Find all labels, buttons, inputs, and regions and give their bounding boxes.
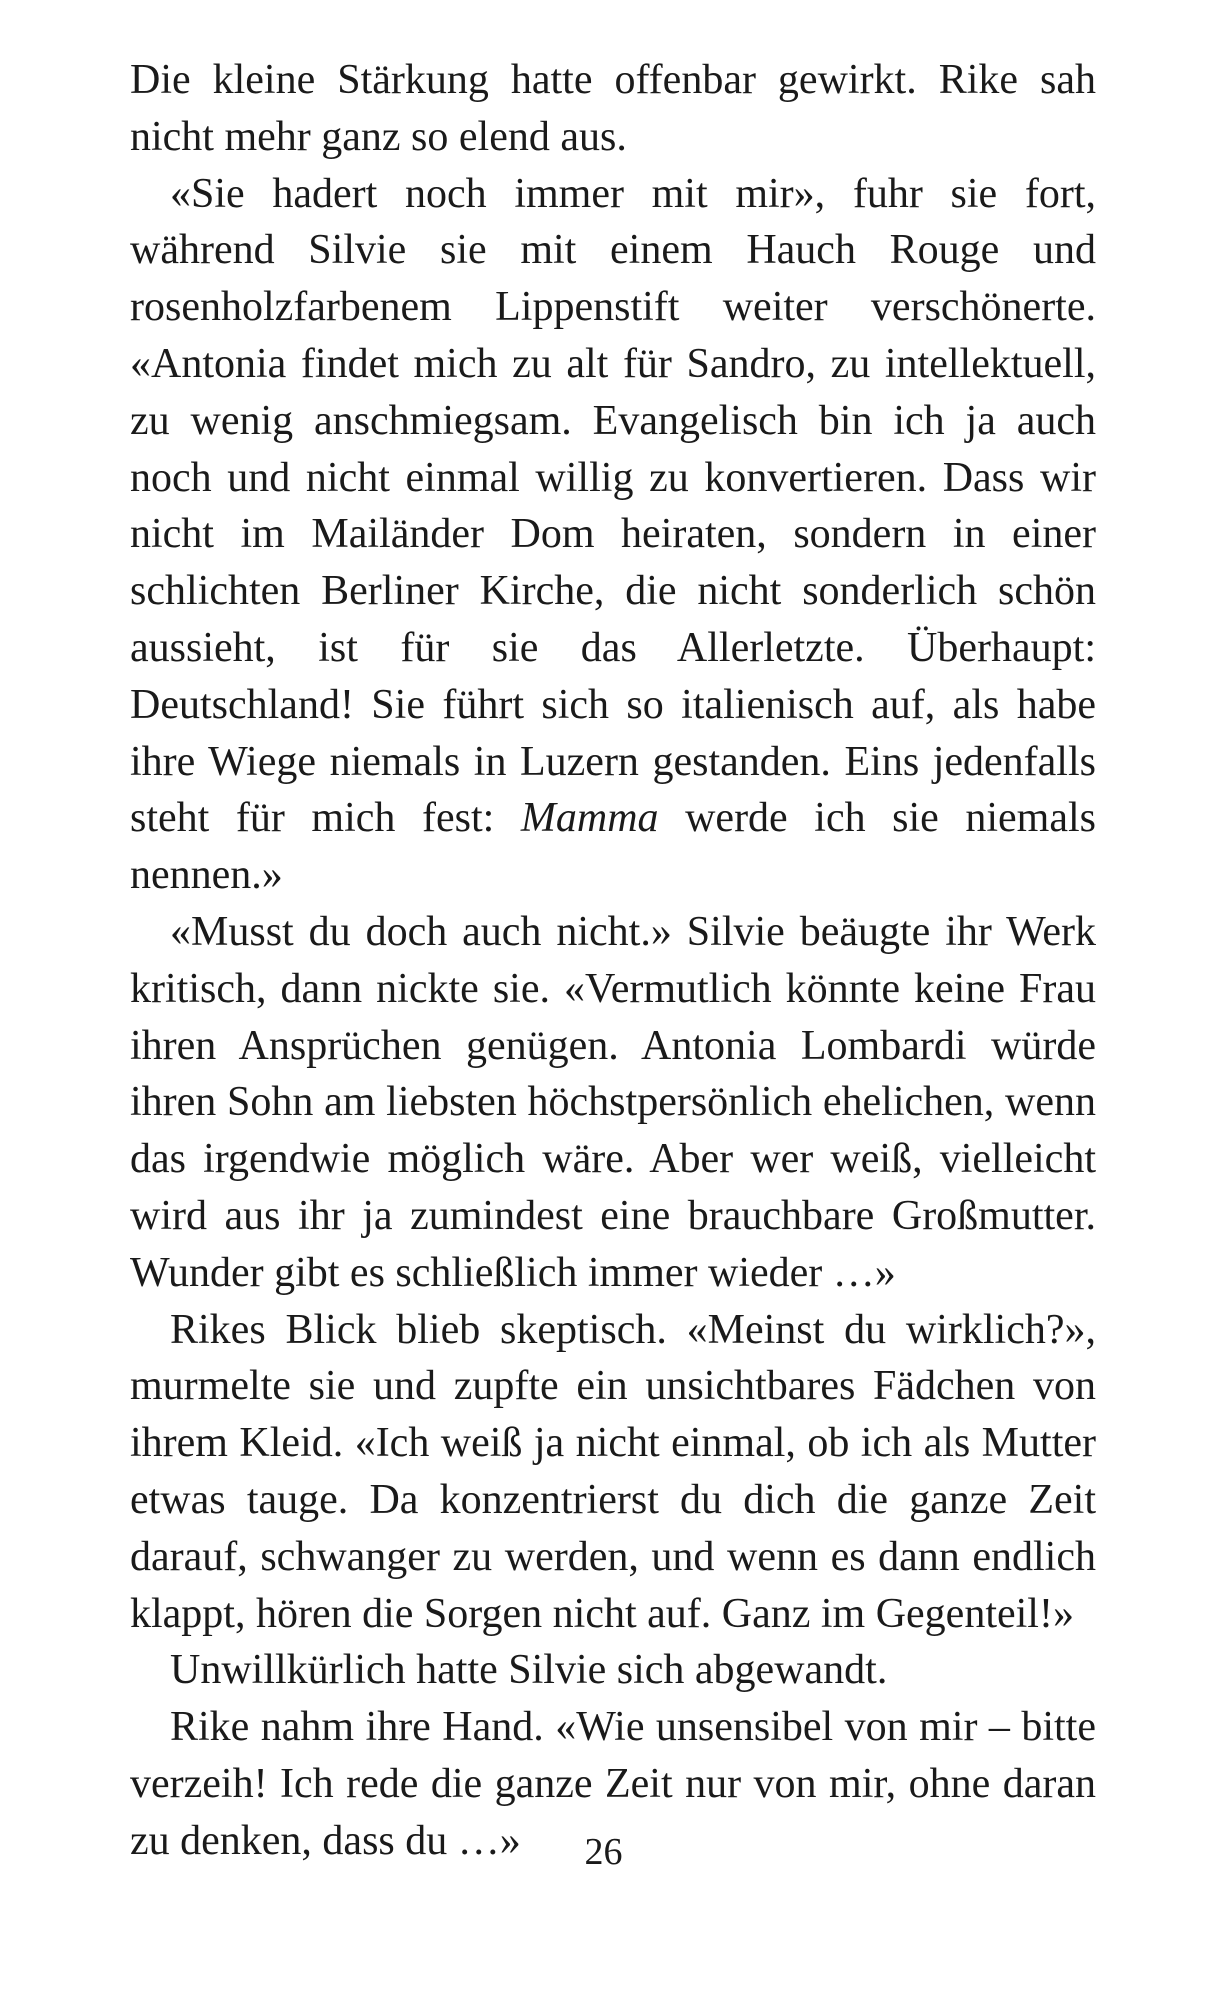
- paragraph-5: Unwillkürlich hatte Silvie sich abgewandt.: [170, 1647, 888, 1694]
- paragraph-3: «Musst du doch auch nicht.» Silvie beäugte ihr Werk kritisch, dann nickte sie. «Vermutlich könnte keine Frau ihren Ansprüchen genügen. Antonia Lombardi würde ihren Sohn am liebsten höchstpersönlich ehelichen, wenn das irgendwie möglich wäre. Aber wer weiß, vielleicht wird aus ihr ja zumindest eine brauchbare Großmutter. Wunder gibt es schließlich immer wieder …»: [130, 908, 1096, 1296]
- paragraph-4: Rikes Blick blieb skeptisch. «Meinst du wirklich?», murmelte sie und zupfte ein unsichtbares Fädchen von ihrem Kleid. «Ich weiß ja nicht einmal, ob ich als Mutter etwas tauge. Da konzentrierst du dich die ganze Zeit darauf, schwanger zu werden, und wenn es dann endlich klappt, hören die Sorgen nicht auf. Ganz im Gegenteil!»: [130, 1306, 1096, 1637]
- paragraph-6: Rike nahm ihre Hand. «Wie unsensibel von mir – bitte verzeih! Ich rede die ganze Zeit nur von mir, ohne daran zu denken, dass du …»: [130, 1704, 1096, 1864]
- paragraph-2: «Sie hadert noch immer mit mir», fuhr sie fort, während Silvie sie mit einem Hauch Rouge und rosenholzfarbenem Lippenstift weiter verschönerte. «Antonia findet mich zu alt für Sandro, zu intellektuell, zu wenig anschmiegsam. Evangelisch bin ich ja auch noch und nicht einmal willig zu konvertieren. Dass wir nicht im Mailänder Dom heiraten, sondern in einer schlichten Berliner Kirche, die nicht sonderlich schön aussieht, ist für sie das Allerletzte. Überhaupt: Deutschland! Sie führt sich so italienisch auf, als habe ihre Wiege niemals in Luzern gestanden. Eins jedenfalls steht für mich fest: Mamma werde ich sie niemals nennen.»: [130, 170, 1097, 899]
- page-number: 26: [584, 1831, 623, 1873]
- body-text: [130, 52, 1096, 1870]
- italic-word: Mamma: [520, 795, 659, 842]
- paragraph-1: Die kleine Stärkung hatte offenbar gewirkt. Rike sah nicht mehr ganz so elend aus.: [130, 57, 1096, 160]
